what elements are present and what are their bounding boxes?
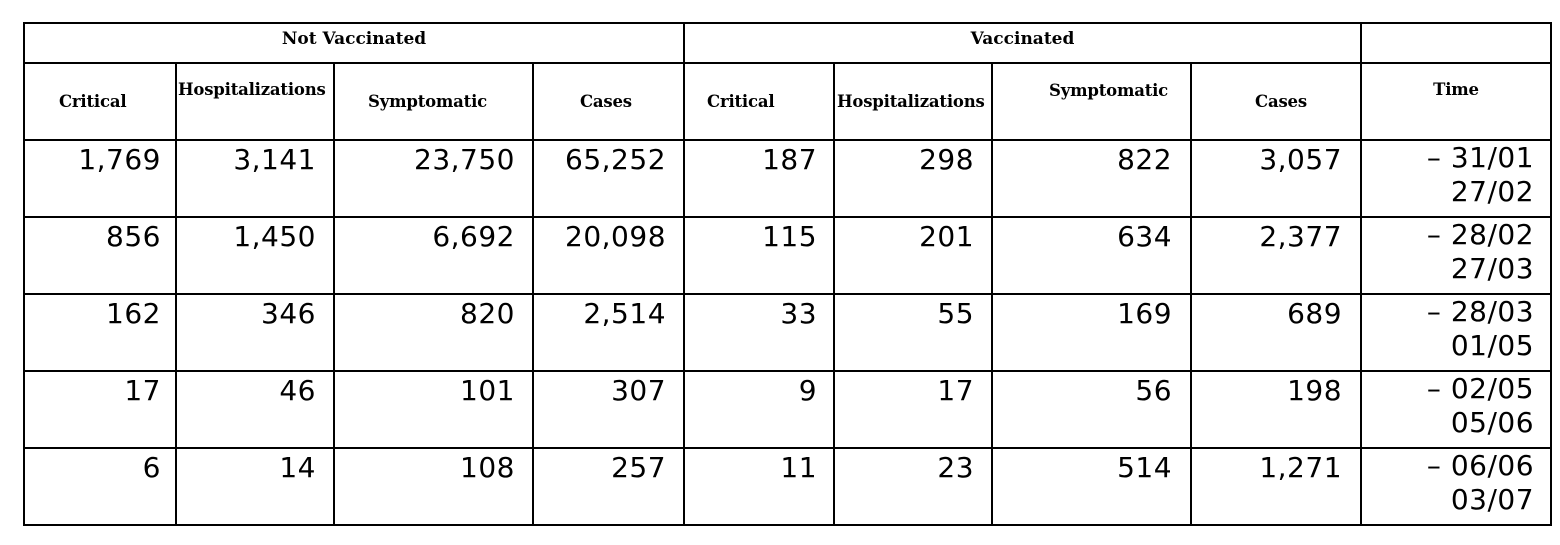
table-row <box>24 448 1551 525</box>
table-cell: 820 <box>334 294 533 371</box>
table-cell: 11 <box>684 448 834 525</box>
table-cell: 3,141 <box>176 140 334 217</box>
column-header-critical-unvaccinated: Critical <box>24 63 176 140</box>
table-cell: 23 <box>834 448 992 525</box>
time-start: – 28/02 <box>1426 218 1535 251</box>
column-header-symptomatic-vaccinated: Symptomatic <box>992 63 1191 140</box>
table-cell: 187 <box>684 140 834 217</box>
time-start: – 06/06 <box>1426 449 1535 482</box>
time-start: – 31/01 <box>1426 141 1535 174</box>
table-row <box>24 217 1551 294</box>
table-cell: 17 <box>834 371 992 448</box>
group-header-time-blank <box>1361 23 1551 63</box>
group-header-row <box>24 23 1551 63</box>
column-header-row <box>24 63 1551 140</box>
vaccination-table <box>23 22 1552 526</box>
time-end: 27/02 <box>1450 175 1535 208</box>
table-cell: 169 <box>992 294 1191 371</box>
table-cell: 2,377 <box>1191 217 1361 294</box>
table-cell: 23,750 <box>334 140 533 217</box>
time-end: 01/05 <box>1450 329 1535 362</box>
table-cell: 689 <box>1191 294 1361 371</box>
table-cell: 101 <box>334 371 533 448</box>
time-cell <box>1361 217 1551 294</box>
table-cell: 856 <box>24 217 176 294</box>
table-cell: 14 <box>176 448 334 525</box>
time-cell <box>1361 140 1551 217</box>
table-cell: 1,450 <box>176 217 334 294</box>
time-start: – 02/05 <box>1426 372 1535 405</box>
column-header-time: Time <box>1361 63 1551 140</box>
table-cell: 56 <box>992 371 1191 448</box>
table-cell: 634 <box>992 217 1191 294</box>
table-cell: 307 <box>533 371 684 448</box>
time-end: 03/07 <box>1450 483 1535 516</box>
time-end: 27/03 <box>1450 252 1535 285</box>
column-header-cases-unvaccinated: Cases <box>533 63 684 140</box>
table-cell: 298 <box>834 140 992 217</box>
table-cell: 346 <box>176 294 334 371</box>
table-cell: 198 <box>1191 371 1361 448</box>
table-cell: 1,271 <box>1191 448 1361 525</box>
table-cell: 201 <box>834 217 992 294</box>
table-cell: 46 <box>176 371 334 448</box>
column-header-hospitalizations-vaccinated: Hospitalizations <box>834 63 992 140</box>
time-cell <box>1361 294 1551 371</box>
table-cell: 17 <box>24 371 176 448</box>
column-header-hospitalizations-unvaccinated: Hospitalizations <box>176 63 334 140</box>
table-row <box>24 294 1551 371</box>
table-cell: 1,769 <box>24 140 176 217</box>
time-cell <box>1361 448 1551 525</box>
table-cell: 6 <box>24 448 176 525</box>
column-header-symptomatic-unvaccinated: Symptomatic <box>334 63 533 140</box>
time-cell <box>1361 371 1551 448</box>
table-cell: 162 <box>24 294 176 371</box>
table-cell: 514 <box>992 448 1191 525</box>
table-cell: 115 <box>684 217 834 294</box>
table-cell: 3,057 <box>1191 140 1361 217</box>
table-cell: 2,514 <box>533 294 684 371</box>
table-cell: 55 <box>834 294 992 371</box>
table-cell: 257 <box>533 448 684 525</box>
table-row <box>24 371 1551 448</box>
table-cell: 33 <box>684 294 834 371</box>
table-cell: 9 <box>684 371 834 448</box>
group-header-vaccinated: Vaccinated <box>684 23 1361 63</box>
column-header-critical-vaccinated: Critical <box>684 63 834 140</box>
time-start: – 28/03 <box>1426 295 1535 328</box>
time-end: 05/06 <box>1450 406 1535 439</box>
table-cell: 6,692 <box>334 217 533 294</box>
table-cell: 65,252 <box>533 140 684 217</box>
group-header-not-vaccinated: Not Vaccinated <box>24 23 684 63</box>
table-cell: 108 <box>334 448 533 525</box>
table-cell: 20,098 <box>533 217 684 294</box>
table-cell: 822 <box>992 140 1191 217</box>
table-row <box>24 140 1551 217</box>
column-header-cases-vaccinated: Cases <box>1191 63 1361 140</box>
